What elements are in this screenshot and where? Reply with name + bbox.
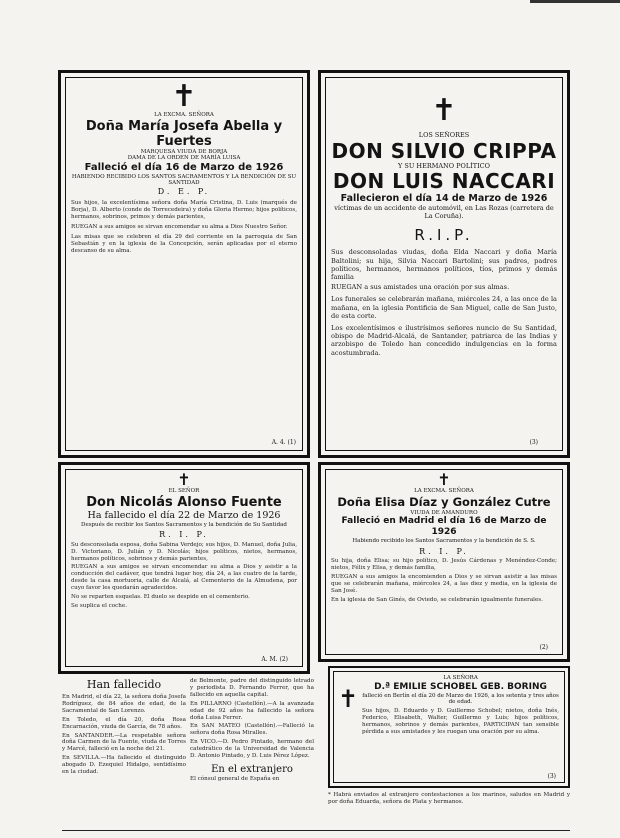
crippa-cause: víctimas de un accidente de automóvil, en Las Rozas (carretera de La Coruña). (334, 204, 554, 220)
col2-after: El cónsul general de España en (190, 775, 280, 782)
cross-icon: ✝ (338, 685, 359, 713)
crippa-rip: R.I.P. (414, 226, 474, 245)
col1-para-2: En Toledo, el día 20, doña Rosa Encarnación, viuda de García, de 78 años. (62, 716, 186, 730)
col2-para-4: En VICO.—D. Pedro Pintado, hermano del catedrático de la Universidad de Valencia D. Antonio Pintado, y D. Luis Pérez López. (190, 739, 314, 760)
obituary-alonso-frame (65, 469, 303, 667)
schobel-death: falleció en Berlín el día 20 de Marzo de 1926, a los setenta y tres años de edad. (362, 692, 559, 706)
cross-icon: ✝ (437, 470, 451, 489)
diaz-rip: R. I. P. (419, 546, 469, 556)
abella-sacraments: HABIENDO RECIBIDO LOS SANTOS SACRAMENTOS Y LA BENDICIÓN DE SU SANTIDAD (71, 173, 297, 187)
abella-signature: A. 4. (1) (271, 439, 296, 446)
diaz-name: Doña Elisa Díaz y González Cutre (337, 494, 551, 509)
abella-body-3: Las misas que se celebren el día 29 del corriente en la parroquia de San Sebastián y en la iglesia de la Concepción, serán aplicadas por el eterno descanso de su alma. (71, 234, 297, 254)
column-continued (190, 678, 314, 828)
abella-sub1: MARQUESA VIUDA DE BORJA (140, 148, 228, 155)
obituary-abella-frame (65, 77, 303, 451)
cross-icon: ✝ (431, 93, 457, 128)
alonso-name: Don Nicolás Alonso Fuente (86, 494, 282, 510)
col1-para-3: En SANTANDER.—La respetable señora doña Carmen de la Fuente, viuda de Torres y Marcé, falleció en la noche del 21. (62, 732, 186, 753)
obituary-diaz (318, 462, 570, 662)
obituary-schobel (328, 666, 570, 788)
column-rule (62, 830, 570, 831)
abella-name: Doña María Josefa Abella y Fuertes (85, 118, 283, 149)
diaz-death: Falleció en Madrid el día 16 de Marzo de 1926 (341, 516, 547, 538)
crippa-signature: (3) (529, 439, 538, 446)
crippa-body-4: Los excelentísimos e ilustrísimos señores nuncio de Su Santidad, obispo de Madrid-Alcalá, de Santander, patriarca de las Indias y arzobispo de Toledo han concedido indulgencias en la forma acostumbrada. (331, 324, 557, 357)
page-edge-mark (530, 0, 620, 3)
obituary-crippa-frame (325, 77, 563, 451)
diaz-title-small: LA EXCMA. SEÑORA (414, 488, 474, 494)
alonso-body-4: Se suplica el coche. (71, 602, 128, 609)
col2-para-2: En PILLARNO (Castellón).—A la avanzada edad de 92 años ha fallecido la señora doña Luisa Ferrer. (190, 700, 314, 721)
abella-sub2: DAMA DE LA ORDEN DE MARÍA LUISA (127, 155, 241, 162)
abella-title-small: LA EXCMA. SEÑORA (154, 112, 214, 118)
crippa-name-2: DON LUIS NACCARI (332, 169, 556, 194)
abella-death: Falleció el día 16 de Marzo de 1926 (84, 161, 284, 173)
obituary-alonso (58, 462, 310, 674)
schobel-title-small: LA SEÑORA (443, 675, 478, 681)
alonso-sub: Después de recibir los Santos Sacramentos y la bendición de Su Santidad (81, 521, 287, 528)
diaz-body-3: En la iglesia de San Ginés, de Oviedo, se celebrarán igualmente funerales. (331, 596, 543, 603)
footnote-text: * Habrá enviados al extranjero contestaciones a los marinos, saludos en Madrid y por doña Eduarda, señora de Plata y hermanos. (328, 792, 570, 805)
crippa-body-1: Sus desconsoladas viudas, doña Elda Naccari y doña María Baltolini; su hija, Silvia Naccari Bartolini; sus padres, padres políticos, hermanos, hermanos políticos, tíos, primos y demás familia (331, 248, 557, 281)
crippa-conj: Y SU HERMANO POLÍTICO (398, 161, 490, 170)
alonso-body-1: Su desconsolada esposa, doña Sabina Verdejo; sus hijos, D. Manuel, doña Julia, D. Victoriano, D. Julián y D. Nicolás; hijos políticos, nietos, hermanos, hermanos políticos, sobrinos y demás parientes, (71, 541, 297, 562)
alonso-rip: R. I. P. (159, 530, 209, 540)
column-han-fallecido (62, 678, 186, 828)
obituary-diaz-frame (325, 469, 563, 655)
alonso-body-3: No se reparten esquelas. El duelo se despide en el cementerio. (71, 594, 250, 601)
obituary-abella (58, 70, 310, 458)
diaz-sub: VIUDA DE AMANDURO (410, 509, 478, 516)
alonso-body-2: RUEGAN a sus amigos se sirvan encomendar su alma a Dios y asistir a la conducción del cadáver, que tendrá lugar hoy, día 24, a las cuatro de la tarde, desde la casa mortuoria, calle de Alcalá, al Cementerio de la Almudena, por cuyo favor les quedarán agradecidos. (71, 564, 297, 592)
cross-icon: ✝ (177, 470, 191, 489)
abella-body-1: Sus hijos, la excelentísima señora doña María Cristina, D. Luis (marqués de Borja), D. Alberto (conde de Torrecedeira) y doña Gloria Hermo; hijos políticos, hermanos, sobrinos, primos y demás parientes, (71, 200, 297, 221)
alonso-death: Ha fallecido el día 22 de Marzo de 1926 (87, 509, 281, 521)
footnote (328, 792, 570, 826)
crippa-body-3: Los funerales se celebrarán mañana, miércoles 24, a las once de la mañana, en la iglesia Pontificia de San Miguel, calle de San Justo, de esta corte. (331, 295, 557, 320)
abella-body-2: RUEGAN a sus amigos se sirvan encomendar su alma a Dios Nuestro Señor. (71, 224, 288, 231)
schobel-name: D.ª EMILIE SCHOBEL GEB. BORING (374, 681, 547, 692)
crippa-name-1: DON SILVIO CRIPPA (331, 138, 557, 163)
abella-rip: D. E. P. (157, 186, 211, 196)
obituary-crippa-naccari (318, 70, 570, 458)
alonso-signature: A. M. (2) (261, 656, 288, 663)
crippa-title-small: LOS SEÑORES (418, 131, 470, 139)
alonso-title-small: EL SEÑOR (168, 488, 200, 494)
schobel-body: Sus hijos, D. Eduardo y D. Guillermo Schobel; nietos, doña Inés, Federico, Elisabeth, Walter, Guillermo y Luis; hijos políticos, hermanos, sobrinos y demás parientes, PARTICIPAN tan sensible pérdida a sus amistades y les ruegan una oración por su alma. (362, 707, 559, 735)
cross-icon: ✝ (171, 79, 197, 114)
extranjero-heading: En el extranjero (211, 763, 293, 775)
col1-para-4: En SEVILLA.—Ha fallecido el distinguido abogado D. Ezequiel Hidalgo, sentidísimo en la ciudad. (62, 755, 186, 776)
diaz-signature: (2) (539, 644, 548, 651)
crippa-death: Fallecieron el día 14 de Marzo de 1926 (340, 193, 548, 205)
obituary-schobel-frame (333, 671, 565, 783)
col2-para-1: de Belmonte, padre del distinguido letrado y periodista D. Fernando Ferrer, que ha fallecido en aquella capital. (190, 678, 314, 698)
col1-para-1: En Madrid, el día 22, la señora doña Josefa Rodríguez, de 84 años de edad, de la Sacramental de San Lorenzo. (62, 694, 186, 714)
diaz-sacraments: Habiendo recibido los Santos Sacramentos y la bendición de S. S. (352, 538, 536, 545)
col2-para-3: En SAN MATEO (Castellón).—Falleció la señora doña Rosa Miralles. (190, 723, 314, 737)
diaz-body-1: Su hija, doña Elisa; su hijo político, D. Jesús Cárdenas y Menéndez-Conde; nietos, Félix y Elisa, y demás familia, (331, 558, 557, 572)
han-fallecido-heading: Han fallecido (86, 678, 162, 691)
diaz-body-2: RUEGAN a sus amigos la encomienden a Dios y se sirvan asistir a las misas que se celebrarán mañana, miércoles 24, a las diez y media, en la iglesia de San José. (331, 574, 557, 594)
schobel-signature: (3) (547, 773, 556, 780)
crippa-body-2: RUEGAN a sus amistades una oración por sus almas. (331, 283, 510, 292)
